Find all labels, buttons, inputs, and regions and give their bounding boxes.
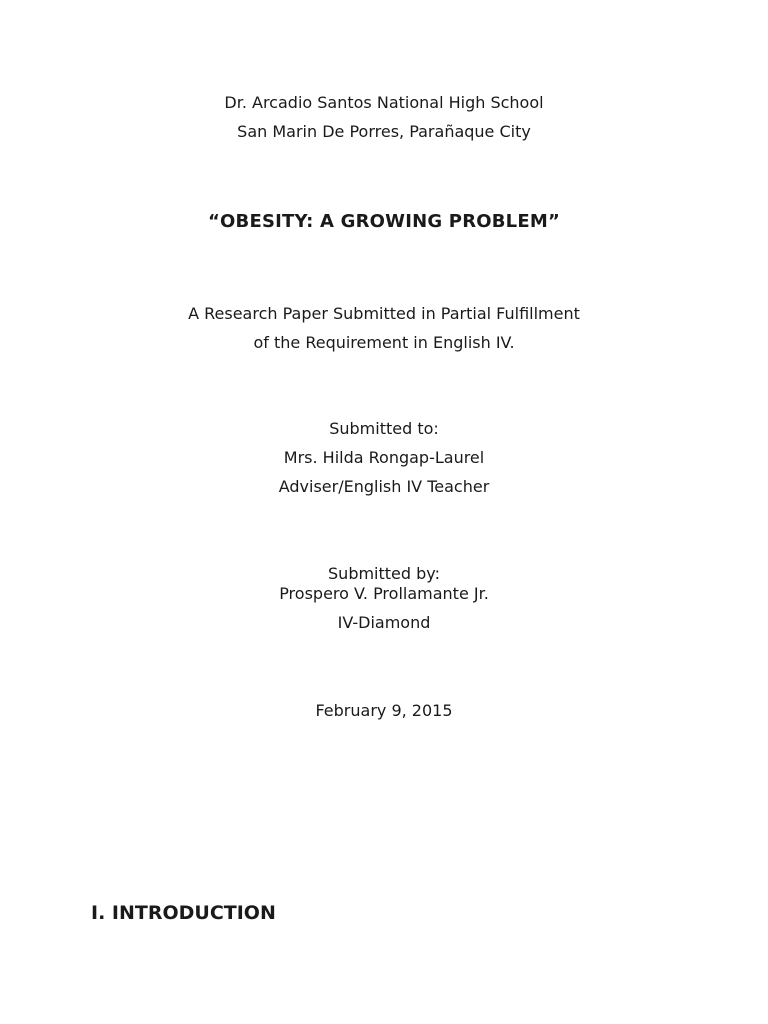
teacher-name: Mrs. Hilda Rongap-Laurel <box>283 448 485 467</box>
student-name: Prospero V. Prollamante Jr. <box>279 584 489 603</box>
purpose-line-2: of the Requirement in English IV. <box>253 333 515 352</box>
teacher-role: Adviser/English IV Teacher <box>278 477 490 496</box>
submitted-to-label: Submitted to: <box>329 419 439 438</box>
student-section: IV-Diamond <box>337 613 431 632</box>
paper-title: “OBESITY: A GROWING PROBLEM” <box>208 211 560 232</box>
school-address: San Marin De Porres, Parañaque City <box>237 122 531 141</box>
purpose-line-1: A Research Paper Submitted in Partial Fulfillment <box>188 304 580 323</box>
school-name: Dr. Arcadio Santos National High School <box>224 93 544 112</box>
submission-date: February 9, 2015 <box>315 701 453 720</box>
submitted-by-label: Submitted by: <box>328 564 440 583</box>
section-heading-introduction: I. INTRODUCTION <box>91 902 276 924</box>
